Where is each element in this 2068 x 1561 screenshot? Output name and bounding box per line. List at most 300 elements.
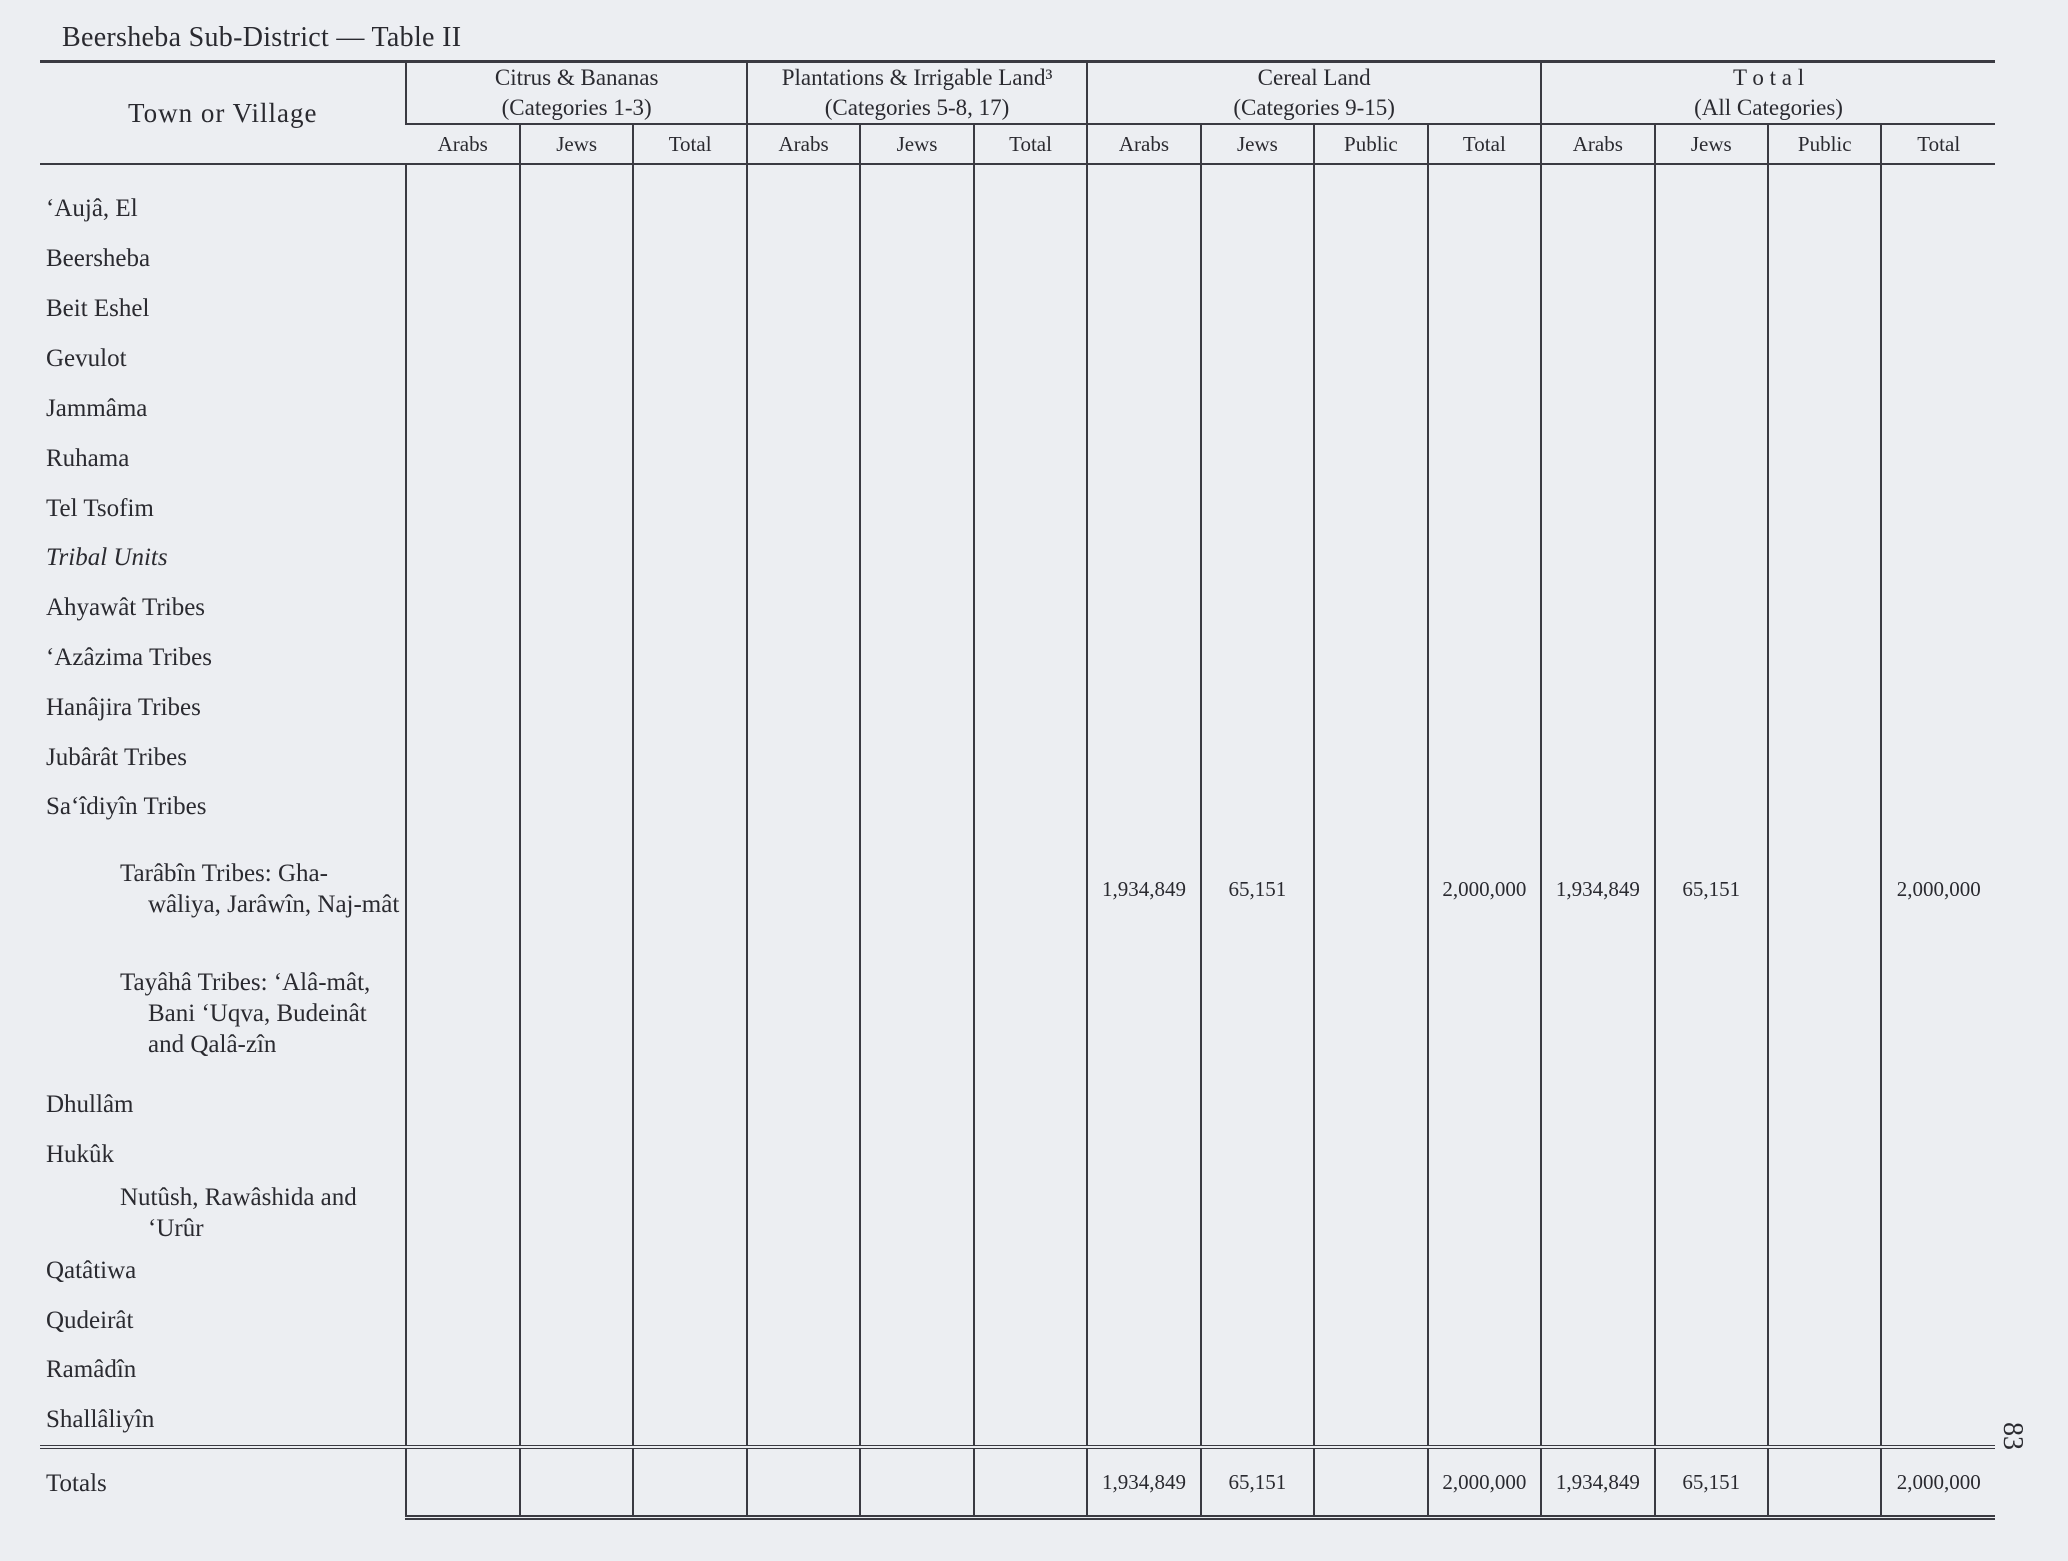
table-cell bbox=[1768, 633, 1881, 683]
table-cell bbox=[1541, 1080, 1654, 1130]
table-cell bbox=[1881, 533, 1995, 583]
column-header: Jews bbox=[860, 124, 973, 164]
table-cell bbox=[1314, 633, 1427, 683]
table-cell bbox=[974, 383, 1087, 433]
group-title: Cereal Land bbox=[1257, 65, 1371, 90]
table-cell bbox=[1881, 732, 1995, 782]
table-cell bbox=[1201, 682, 1314, 732]
table-cell bbox=[406, 1345, 519, 1395]
table-cell bbox=[1541, 1245, 1654, 1295]
totals-row bbox=[40, 1447, 1995, 1518]
table-cell bbox=[860, 533, 973, 583]
town-name: Ramâdîn bbox=[46, 1356, 137, 1384]
table-cell bbox=[633, 782, 746, 832]
table-cell bbox=[633, 682, 746, 732]
page-number: 83 bbox=[1997, 1422, 2028, 1450]
table-row bbox=[40, 782, 1995, 832]
table-cell bbox=[860, 334, 973, 384]
table-cell bbox=[974, 334, 1087, 384]
table-cell bbox=[1768, 583, 1881, 633]
table-cell bbox=[1087, 682, 1200, 732]
table-cell bbox=[1541, 433, 1654, 483]
group-subtitle: (Categories 5-8, 17) bbox=[824, 95, 1010, 120]
table-cell bbox=[1541, 782, 1654, 832]
table-cell bbox=[860, 1245, 973, 1295]
town-name: Gevulot bbox=[46, 345, 127, 373]
table-cell bbox=[1768, 1447, 1881, 1518]
table-cell bbox=[520, 1447, 633, 1518]
table-cell bbox=[1087, 1295, 1200, 1345]
table-row bbox=[40, 284, 1995, 334]
group-header-total bbox=[1541, 62, 1995, 125]
table-cell bbox=[1428, 1180, 1541, 1246]
table-cell bbox=[974, 732, 1087, 782]
table-cell bbox=[1655, 633, 1768, 683]
table-cell bbox=[860, 682, 973, 732]
table-row bbox=[40, 483, 1995, 533]
table-cell bbox=[1314, 583, 1427, 633]
table-cell bbox=[747, 946, 860, 1080]
table-cell bbox=[1768, 433, 1881, 483]
group-header-citrus bbox=[406, 62, 746, 125]
town-name: ʻAzâzima Tribes bbox=[46, 644, 212, 671]
table-cell bbox=[520, 234, 633, 284]
table-cell bbox=[1655, 483, 1768, 533]
table-cell: 65,151 bbox=[1655, 832, 1768, 947]
table-cell bbox=[633, 164, 746, 234]
town-name: Hukûk bbox=[46, 1141, 115, 1169]
table-cell bbox=[860, 1180, 973, 1246]
table-cell bbox=[747, 1245, 860, 1295]
table-cell bbox=[1087, 164, 1200, 234]
table-cell bbox=[406, 1245, 519, 1295]
table-row bbox=[40, 1245, 1995, 1295]
table-cell bbox=[406, 1295, 519, 1345]
town-name: Shallâliyîn bbox=[46, 1406, 155, 1434]
table-cell bbox=[633, 1295, 746, 1345]
table-cell bbox=[1541, 1180, 1654, 1246]
table-cell bbox=[1541, 946, 1654, 1080]
table-cell bbox=[974, 946, 1087, 1080]
table-cell bbox=[747, 383, 860, 433]
table-cell bbox=[1314, 682, 1427, 732]
table-cell bbox=[1428, 334, 1541, 384]
table-cell bbox=[1881, 483, 1995, 533]
table-cell bbox=[860, 383, 973, 433]
table-cell bbox=[1655, 234, 1768, 284]
table-cell bbox=[1314, 1180, 1427, 1246]
table-cell bbox=[1201, 383, 1314, 433]
table-cell bbox=[1201, 1130, 1314, 1180]
table-cell bbox=[860, 1345, 973, 1395]
table-cell bbox=[633, 483, 746, 533]
table-cell bbox=[1201, 483, 1314, 533]
table-cell bbox=[747, 682, 860, 732]
column-header: Total bbox=[1881, 124, 1995, 164]
table-cell bbox=[1655, 1130, 1768, 1180]
table-cell bbox=[633, 284, 746, 334]
table-cell: 2,000,000 bbox=[1881, 832, 1995, 947]
group-subtitle: (Categories 9-15) bbox=[1233, 95, 1395, 120]
table-cell: 65,151 bbox=[1201, 832, 1314, 947]
table-cell bbox=[747, 1180, 860, 1246]
table-row bbox=[40, 832, 1995, 947]
table-cell bbox=[1655, 782, 1768, 832]
table-cell bbox=[1655, 533, 1768, 583]
town-name: Tel Tsofim bbox=[46, 494, 154, 522]
table-cell bbox=[974, 1130, 1087, 1180]
table-cell bbox=[1655, 1245, 1768, 1295]
table-cell bbox=[1768, 383, 1881, 433]
table-cell bbox=[1768, 234, 1881, 284]
table-cell bbox=[406, 284, 519, 334]
table-cell bbox=[1655, 334, 1768, 384]
column-header: Total bbox=[974, 124, 1087, 164]
table-cell bbox=[520, 1395, 633, 1447]
group-subtitle: (All Categories) bbox=[1694, 95, 1843, 120]
table-cell bbox=[520, 433, 633, 483]
table-cell bbox=[406, 633, 519, 683]
table-cell bbox=[633, 1180, 746, 1246]
table-cell bbox=[633, 1245, 746, 1295]
table-cell bbox=[974, 1447, 1087, 1518]
table-cell bbox=[1087, 533, 1200, 583]
table-cell bbox=[1087, 1180, 1200, 1246]
table-cell bbox=[1768, 1130, 1881, 1180]
table-cell bbox=[633, 832, 746, 947]
table-row bbox=[40, 946, 1995, 1080]
table-cell bbox=[520, 1180, 633, 1246]
table-cell bbox=[1881, 334, 1995, 384]
table-cell bbox=[520, 164, 633, 234]
table-cell bbox=[747, 782, 860, 832]
table-cell bbox=[860, 1295, 973, 1345]
table-cell bbox=[520, 284, 633, 334]
table-cell bbox=[1087, 946, 1200, 1080]
town-name: Beit Eshel bbox=[46, 295, 150, 323]
table-cell bbox=[1428, 1295, 1541, 1345]
table-cell bbox=[1087, 1345, 1200, 1395]
table-cell bbox=[1428, 284, 1541, 334]
table-cell bbox=[1541, 583, 1654, 633]
table-cell bbox=[974, 164, 1087, 234]
table-cell bbox=[1541, 533, 1654, 583]
table-cell bbox=[1655, 164, 1768, 234]
table-cell bbox=[1881, 1345, 1995, 1395]
table-cell bbox=[1314, 383, 1427, 433]
column-header: Arabs bbox=[747, 124, 860, 164]
table-cell bbox=[1314, 334, 1427, 384]
town-name: Saʻîdiyîn Tribes bbox=[46, 793, 207, 821]
table-cell bbox=[1768, 533, 1881, 583]
table-cell bbox=[1428, 946, 1541, 1080]
table-cell bbox=[974, 1295, 1087, 1345]
table-cell bbox=[1655, 946, 1768, 1080]
table-cell bbox=[520, 483, 633, 533]
town-name: Dhullâm bbox=[46, 1091, 134, 1119]
table-cell bbox=[406, 1447, 519, 1518]
table-cell bbox=[1428, 383, 1541, 433]
table-row bbox=[40, 682, 1995, 732]
table-cell bbox=[406, 164, 519, 234]
table-cell bbox=[1768, 483, 1881, 533]
table-cell bbox=[1314, 946, 1427, 1080]
table-cell bbox=[860, 1080, 973, 1130]
table-cell bbox=[1881, 1395, 1995, 1447]
table-cell: 65,151 bbox=[1655, 1447, 1768, 1518]
table-cell bbox=[1201, 583, 1314, 633]
column-header: Total bbox=[633, 124, 746, 164]
table-cell bbox=[406, 1395, 519, 1447]
table-cell bbox=[1428, 1345, 1541, 1395]
table-row bbox=[40, 1345, 1995, 1395]
table-cell bbox=[1768, 1295, 1881, 1345]
table-cell bbox=[860, 483, 973, 533]
table-cell bbox=[520, 732, 633, 782]
table-cell bbox=[1314, 1130, 1427, 1180]
table-cell bbox=[1428, 483, 1541, 533]
table-cell bbox=[1541, 284, 1654, 334]
table-cell bbox=[1087, 383, 1200, 433]
table-cell bbox=[974, 1180, 1087, 1246]
table-cell bbox=[1201, 164, 1314, 234]
table-cell: 2,000,000 bbox=[1428, 1447, 1541, 1518]
table-cell: 2,000,000 bbox=[1428, 832, 1541, 947]
table-cell bbox=[747, 1080, 860, 1130]
table-cell bbox=[406, 483, 519, 533]
town-name: Tayâhâ Tribes: ʻAlâ-mât, Bani ʻUqva, Budeinât and Qalâ-zîn bbox=[120, 968, 371, 1058]
table-cell bbox=[1541, 334, 1654, 384]
table-cell bbox=[1201, 533, 1314, 583]
town-name: ʻAujâ, El bbox=[46, 194, 138, 222]
table-cell bbox=[860, 832, 973, 947]
table-cell bbox=[633, 1130, 746, 1180]
table-cell bbox=[1881, 1180, 1995, 1246]
table-cell bbox=[1201, 334, 1314, 384]
table-cell bbox=[1768, 164, 1881, 234]
table-cell bbox=[520, 383, 633, 433]
table-cell bbox=[860, 946, 973, 1080]
table-cell bbox=[974, 782, 1087, 832]
town-name: Qatâtiwa bbox=[46, 1256, 137, 1284]
table-cell bbox=[633, 383, 746, 433]
table-cell bbox=[1881, 164, 1995, 234]
table-cell bbox=[1768, 832, 1881, 947]
table-cell bbox=[1428, 583, 1541, 633]
table-cell bbox=[1428, 164, 1541, 234]
table-cell bbox=[1201, 1245, 1314, 1295]
table-cell bbox=[1087, 483, 1200, 533]
table-cell bbox=[1881, 284, 1995, 334]
table-cell bbox=[1541, 1345, 1654, 1395]
table-cell bbox=[1087, 1080, 1200, 1130]
table-cell bbox=[1201, 1395, 1314, 1447]
table-row bbox=[40, 383, 1995, 433]
table-cell bbox=[1541, 483, 1654, 533]
table-cell bbox=[1314, 832, 1427, 947]
table-cell bbox=[633, 234, 746, 284]
table-cell bbox=[1428, 1245, 1541, 1295]
table-cell bbox=[1541, 633, 1654, 683]
table-cell bbox=[974, 284, 1087, 334]
table-cell: 2,000,000 bbox=[1881, 1447, 1995, 1518]
table-cell bbox=[1314, 433, 1427, 483]
table-cell bbox=[1881, 234, 1995, 284]
table-cell bbox=[974, 1395, 1087, 1447]
table-cell bbox=[1201, 633, 1314, 683]
table-cell bbox=[860, 234, 973, 284]
table-cell bbox=[974, 433, 1087, 483]
column-header: Jews bbox=[520, 124, 633, 164]
table-cell bbox=[1201, 946, 1314, 1080]
table-cell bbox=[1314, 1447, 1427, 1518]
table-cell bbox=[1881, 1295, 1995, 1345]
table-cell bbox=[1541, 234, 1654, 284]
column-header: Public bbox=[1768, 124, 1881, 164]
table-cell bbox=[406, 383, 519, 433]
table-cell bbox=[747, 832, 860, 947]
table-cell bbox=[860, 164, 973, 234]
table-cell: 65,151 bbox=[1201, 1447, 1314, 1518]
table-cell bbox=[1314, 1080, 1427, 1130]
column-header: Public bbox=[1314, 124, 1427, 164]
table-cell bbox=[1087, 1245, 1200, 1295]
table-cell bbox=[633, 1345, 746, 1395]
table-cell bbox=[1201, 433, 1314, 483]
table-cell bbox=[747, 483, 860, 533]
column-header: Arabs bbox=[406, 124, 519, 164]
table-cell bbox=[1087, 633, 1200, 683]
table-cell bbox=[1768, 334, 1881, 384]
table-row bbox=[40, 234, 1995, 284]
table-cell bbox=[1087, 234, 1200, 284]
table-cell bbox=[1201, 1345, 1314, 1395]
table-cell bbox=[860, 284, 973, 334]
table-cell bbox=[1768, 946, 1881, 1080]
table-cell bbox=[860, 732, 973, 782]
table-cell bbox=[633, 946, 746, 1080]
table-cell bbox=[1428, 1130, 1541, 1180]
table-cell bbox=[1541, 1295, 1654, 1345]
table-cell bbox=[406, 1080, 519, 1130]
table-cell bbox=[633, 633, 746, 683]
table-cell bbox=[1881, 1080, 1995, 1130]
table-row bbox=[40, 1295, 1995, 1345]
table-row bbox=[40, 633, 1995, 683]
town-name: Tarâbîn Tribes: Gha-wâliya, Jarâwîn, Naj-mât bbox=[120, 860, 400, 919]
table-cell bbox=[406, 533, 519, 583]
table-cell bbox=[1087, 1130, 1200, 1180]
table-cell bbox=[1881, 583, 1995, 633]
table-cell bbox=[1314, 1245, 1427, 1295]
table-cell bbox=[860, 782, 973, 832]
table-cell bbox=[1881, 1130, 1995, 1180]
table-cell bbox=[520, 946, 633, 1080]
table-cell bbox=[1655, 1180, 1768, 1246]
table-cell bbox=[1201, 1080, 1314, 1130]
table-cell bbox=[520, 1295, 633, 1345]
table-cell bbox=[974, 1345, 1087, 1395]
table-cell bbox=[1768, 1080, 1881, 1130]
town-name: Jammâma bbox=[46, 394, 148, 422]
table-cell bbox=[974, 583, 1087, 633]
table-cell bbox=[1655, 433, 1768, 483]
table-cell: 1,934,849 bbox=[1541, 1447, 1654, 1518]
table-cell bbox=[633, 533, 746, 583]
town-name: Beersheba bbox=[46, 245, 151, 273]
table-cell bbox=[974, 682, 1087, 732]
table-cell bbox=[747, 284, 860, 334]
table-cell bbox=[1768, 1180, 1881, 1246]
table-cell bbox=[860, 1395, 973, 1447]
table-cell bbox=[633, 1395, 746, 1447]
table-cell bbox=[633, 334, 746, 384]
table-cell bbox=[860, 433, 973, 483]
table-cell bbox=[1655, 284, 1768, 334]
table-cell bbox=[520, 832, 633, 947]
table-cell bbox=[747, 1395, 860, 1447]
column-header: Jews bbox=[1655, 124, 1768, 164]
table-cell bbox=[1541, 1130, 1654, 1180]
table-cell bbox=[1201, 732, 1314, 782]
table-cell bbox=[1655, 1345, 1768, 1395]
column-header: Jews bbox=[1201, 124, 1314, 164]
table-cell bbox=[1087, 334, 1200, 384]
table-cell bbox=[1768, 1395, 1881, 1447]
town-column-header: Town or Village bbox=[40, 62, 406, 165]
table-cell bbox=[1541, 682, 1654, 732]
table-cell bbox=[747, 1130, 860, 1180]
table-row bbox=[40, 1180, 1995, 1246]
table-cell: 1,934,849 bbox=[1541, 832, 1654, 947]
table-row bbox=[40, 1395, 1995, 1447]
table-cell bbox=[1881, 433, 1995, 483]
table-cell bbox=[1881, 946, 1995, 1080]
table-cell bbox=[1768, 1345, 1881, 1395]
table-cell bbox=[1655, 583, 1768, 633]
table-cell bbox=[974, 633, 1087, 683]
table-row bbox=[40, 583, 1995, 633]
table-cell bbox=[406, 732, 519, 782]
table-cell bbox=[1881, 383, 1995, 433]
table-cell bbox=[1655, 682, 1768, 732]
table-cell bbox=[520, 1345, 633, 1395]
table-cell bbox=[747, 234, 860, 284]
table-cell bbox=[1541, 1395, 1654, 1447]
table-cell bbox=[974, 832, 1087, 947]
table-cell bbox=[1768, 682, 1881, 732]
table-cell bbox=[1768, 782, 1881, 832]
table-cell bbox=[1428, 1080, 1541, 1130]
table-body bbox=[40, 164, 1995, 1447]
table-cell bbox=[1768, 1245, 1881, 1295]
town-name: Hanâjira Tribes bbox=[46, 693, 201, 721]
table-cell bbox=[1881, 1245, 1995, 1295]
table-cell bbox=[633, 1447, 746, 1518]
table-cell bbox=[747, 583, 860, 633]
table-cell bbox=[1314, 1395, 1427, 1447]
group-title: Citrus & Bananas bbox=[494, 65, 659, 90]
table-cell bbox=[633, 732, 746, 782]
table-cell bbox=[520, 782, 633, 832]
table-cell bbox=[1428, 1395, 1541, 1447]
town-name: Tribal Units bbox=[46, 544, 168, 572]
table-cell bbox=[406, 234, 519, 284]
table-cell bbox=[1314, 732, 1427, 782]
table-cell bbox=[974, 234, 1087, 284]
table-cell bbox=[1655, 1295, 1768, 1345]
table-cell bbox=[1087, 782, 1200, 832]
